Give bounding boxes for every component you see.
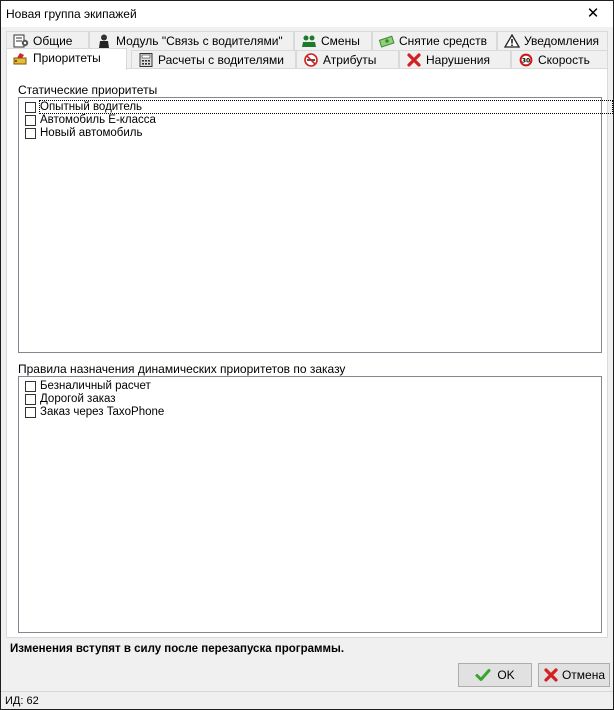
tab-shifts[interactable] (294, 31, 372, 51)
list-item[interactable] (22, 101, 601, 114)
tab-withdrawal-label: Снятие средств (399, 34, 487, 48)
checkbox[interactable] (25, 407, 36, 418)
tab-content-priorities (6, 68, 608, 638)
status-id: ИД: 62 (5, 695, 39, 707)
checkbox[interactable] (25, 128, 36, 139)
tab-violations-label: Нарушения (426, 53, 491, 67)
svg-text:30: 30 (521, 57, 531, 65)
list-item[interactable] (22, 127, 601, 140)
driver-icon (96, 34, 112, 48)
tab-withdrawal[interactable] (372, 31, 497, 51)
tab-speed[interactable] (511, 50, 608, 70)
checkmark-icon (475, 667, 491, 683)
close-icon: ✕ (586, 5, 600, 22)
title-bar (1, 1, 613, 27)
list-item-label: Новый автомобиль (40, 127, 143, 139)
list-item[interactable] (22, 393, 601, 406)
checkbox[interactable] (25, 102, 36, 113)
tab-general-label: Общие (33, 34, 73, 48)
settings-doc-icon (13, 34, 29, 48)
red-x-icon (406, 53, 422, 67)
restart-notice: Изменения вступят в силу после перезапуска программы. (10, 643, 345, 655)
status-bar (1, 691, 613, 709)
tab-shifts-label: Смены (321, 34, 360, 48)
tab-notifications[interactable] (497, 31, 608, 51)
tab-speed-label: Скорость (538, 53, 590, 67)
tab-priorities-label: Приоритеты (33, 51, 101, 65)
ok-button-label: OK (497, 668, 515, 682)
list-item-label: Автомобиль Е-класса (40, 114, 156, 126)
cancel-button-label: Отмена (561, 668, 606, 682)
list-item-label: Дорогой заказ (40, 393, 116, 405)
tab-attributes[interactable] (296, 50, 399, 70)
static-priorities-list[interactable] (18, 97, 602, 353)
tab-driver-settlements[interactable] (131, 50, 296, 70)
list-item[interactable] (22, 380, 601, 393)
tab-driver-settlements-label: Расчеты с водителями (158, 53, 284, 67)
static-priorities-label: Статические приоритеты (18, 83, 158, 97)
list-item[interactable] (22, 406, 601, 419)
checkbox[interactable] (25, 115, 36, 126)
tab-driver-communication-label: Модуль "Связь с водителями" (116, 34, 283, 48)
money-icon (379, 34, 395, 48)
no-smoking-icon (303, 53, 319, 67)
calculator-icon (138, 53, 154, 67)
window-title: Новая группа экипажей (6, 7, 137, 21)
tab-violations[interactable] (399, 50, 511, 70)
list-item-label: Опытный водитель (40, 101, 612, 113)
list-item-label: Заказ через TaxoPhone (40, 406, 165, 418)
cancel-button[interactable] (538, 663, 610, 687)
tab-row-bottom (6, 50, 608, 70)
priority-icon (13, 51, 29, 65)
checkbox[interactable] (25, 394, 36, 405)
ok-button[interactable] (458, 663, 532, 687)
dynamic-priorities-label: Правила назначения динамических приоритетов по заказу (18, 362, 346, 376)
dynamic-priorities-list[interactable] (18, 376, 602, 633)
cancel-x-icon (543, 667, 559, 683)
users-icon (301, 34, 317, 48)
tab-notifications-label: Уведомления (524, 34, 600, 48)
tab-attributes-label: Атрибуты (323, 53, 377, 67)
list-item[interactable] (22, 114, 601, 127)
tab-priorities[interactable] (6, 48, 127, 70)
list-item-label: Безналичный расчет (40, 380, 151, 392)
checkbox[interactable] (25, 381, 36, 392)
speed-limit-icon (518, 53, 534, 67)
warning-icon (504, 34, 520, 48)
close-button[interactable] (573, 1, 613, 27)
